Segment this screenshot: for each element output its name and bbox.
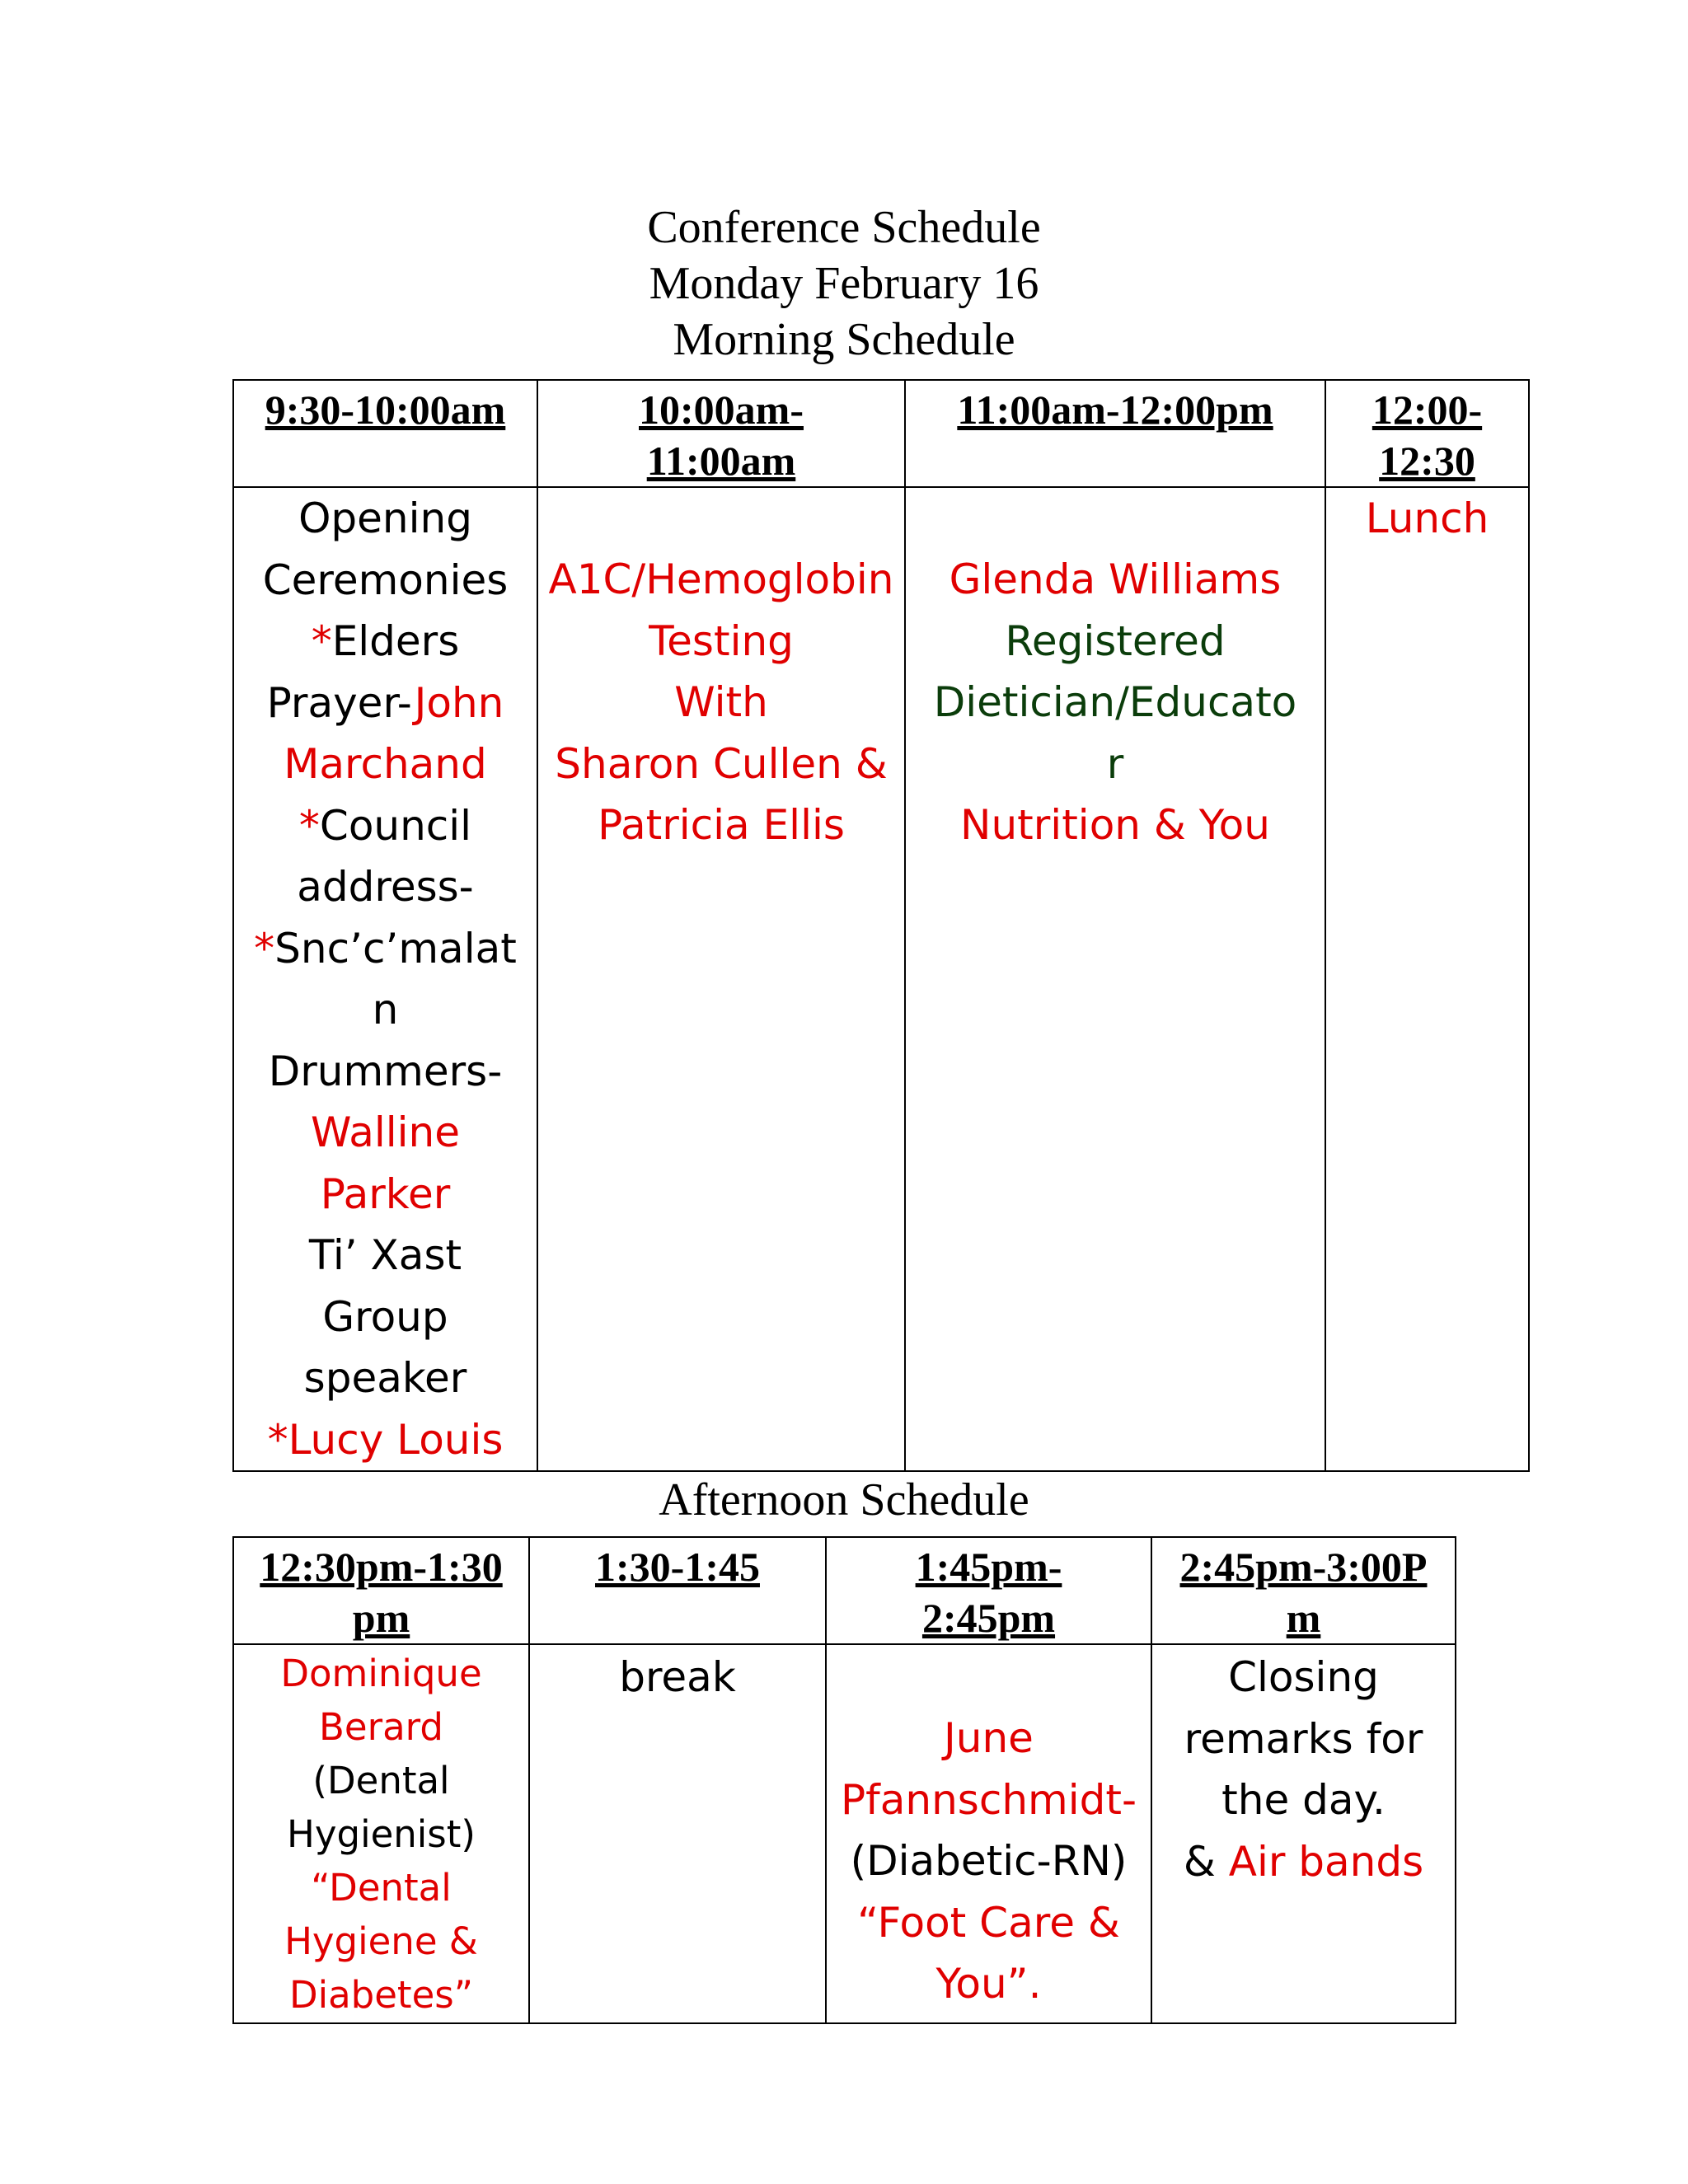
afternoon-time-header: 12:30pm-1:30 pm bbox=[233, 1537, 529, 1644]
morning-time-header: 12:00- 12:30 bbox=[1325, 380, 1529, 487]
dental-hygiene-cell: Dominique Berard (Dental Hygienist) “Dental Hygiene & Diabetes” bbox=[233, 1644, 529, 2023]
afternoon-time-header: 1:45pm- 2:45pm bbox=[826, 1537, 1151, 1644]
morning-time-header: 9:30-10:00am bbox=[233, 380, 537, 487]
lunch-cell: Lunch bbox=[1325, 487, 1529, 1471]
afternoon-time-header: 2:45pm-3:00P m bbox=[1151, 1537, 1456, 1644]
closing-remarks-cell: Closing remarks for the day. & Air bands bbox=[1151, 1644, 1456, 2023]
afternoon-time-header: 1:30-1:45 bbox=[529, 1537, 826, 1644]
afternoon-schedule-label: Afternoon Schedule bbox=[659, 1474, 1029, 1526]
morning-schedule-table bbox=[232, 379, 1530, 1472]
afternoon-header-row bbox=[233, 1537, 1456, 1644]
schedule-date: Monday February 16 bbox=[649, 258, 1039, 309]
foot-care-cell: June Pfannschmidt- (Diabetic-RN) “Foot Care & You”. bbox=[826, 1644, 1151, 2023]
a1c-testing-cell: A1C/Hemoglobin Testing With Sharon Cullen & Patricia Ellis bbox=[537, 487, 905, 1471]
afternoon-schedule-table bbox=[232, 1536, 1456, 2024]
afternoon-content-row bbox=[233, 1644, 1456, 2023]
morning-content-row bbox=[233, 487, 1529, 1471]
nutrition-session-cell: Glenda Williams Registered Dietician/Educato r Nutrition & You bbox=[905, 487, 1325, 1471]
schedule-title: Conference Schedule bbox=[647, 202, 1041, 253]
morning-time-header: 11:00am-12:00pm bbox=[905, 380, 1325, 487]
morning-schedule-label: Morning Schedule bbox=[673, 314, 1015, 365]
morning-header-row bbox=[233, 380, 1529, 487]
break-cell: break bbox=[529, 1644, 826, 2023]
opening-ceremonies-cell: Opening Ceremonies *Elders Prayer-John Marchand *Council address- *Snc’c’malat n Drummers- Walline Parker Ti’ Xast Group speaker *Lucy Louis bbox=[233, 487, 537, 1471]
morning-time-header: 10:00am- 11:00am bbox=[537, 380, 905, 487]
